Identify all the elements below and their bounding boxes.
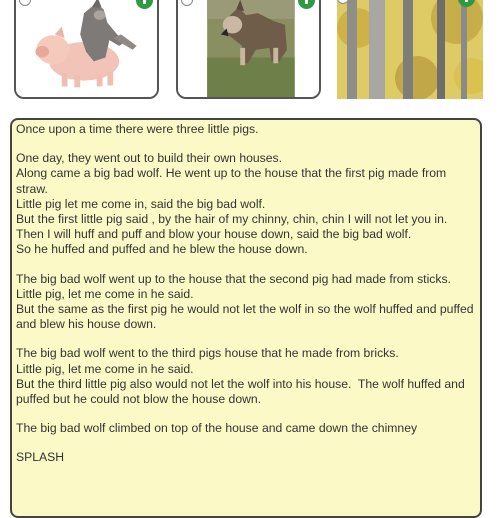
story-line: But the same as the first pig he would not let the wolf in so the wolf huffed and puffed and blew his house down.	[16, 302, 477, 332]
story-line: But the third little pig also would not let the wolf into his house. The wolf huffed and puffed but he could not blow the house down.	[16, 376, 469, 407]
picture-card-wolf[interactable]	[176, 0, 321, 99]
story-line: The big bad wolf went to the third pigs house that he made from bricks.	[16, 346, 399, 361]
story-paragraph	[16, 346, 476, 407]
story-line: The big bad wolf climbed on top of the house and came down the chimney	[16, 421, 418, 436]
pig-and-wolf-image	[16, 0, 157, 97]
picture-cards	[0, 0, 500, 110]
story-paragraph	[16, 421, 476, 436]
story-line: But the first little pig said , by the hair of my chinny, chin, chin I will not let you in.	[16, 212, 448, 227]
wolf-image	[178, 0, 319, 97]
story-paragraph	[16, 122, 476, 137]
story-line: Then I will huff and puff and blow your house down, said the big bad wolf.	[16, 227, 412, 242]
story-line: So he huffed and puffed and he blew the house down.	[16, 242, 308, 257]
story-paragraph	[16, 151, 476, 257]
story-line: One day, they went out to build their own houses.	[16, 151, 283, 166]
picture-card-forest[interactable]	[337, 0, 483, 99]
story-paragraph	[16, 272, 476, 333]
forest-image	[337, 0, 483, 99]
story-line: Once upon a time there were three little pigs.	[16, 122, 259, 136]
story-line: Little pig let me come in, said the big bad wolf.	[16, 196, 266, 211]
story-text-box[interactable]	[10, 118, 482, 518]
story-line: Little pig, let me come in he said.	[16, 361, 194, 376]
story-line: The big bad wolf went up to the house that the second pig had made from sticks.	[16, 271, 451, 286]
story-line: Little pig, let me come in he said.	[16, 286, 194, 301]
story-line: Along came a big bad wolf. He went up to the house that the first pig made from straw.	[16, 166, 450, 196]
story-line: SPLASH	[16, 450, 65, 465]
story-paragraph	[16, 450, 476, 465]
picture-card-pig[interactable]	[14, 0, 159, 99]
